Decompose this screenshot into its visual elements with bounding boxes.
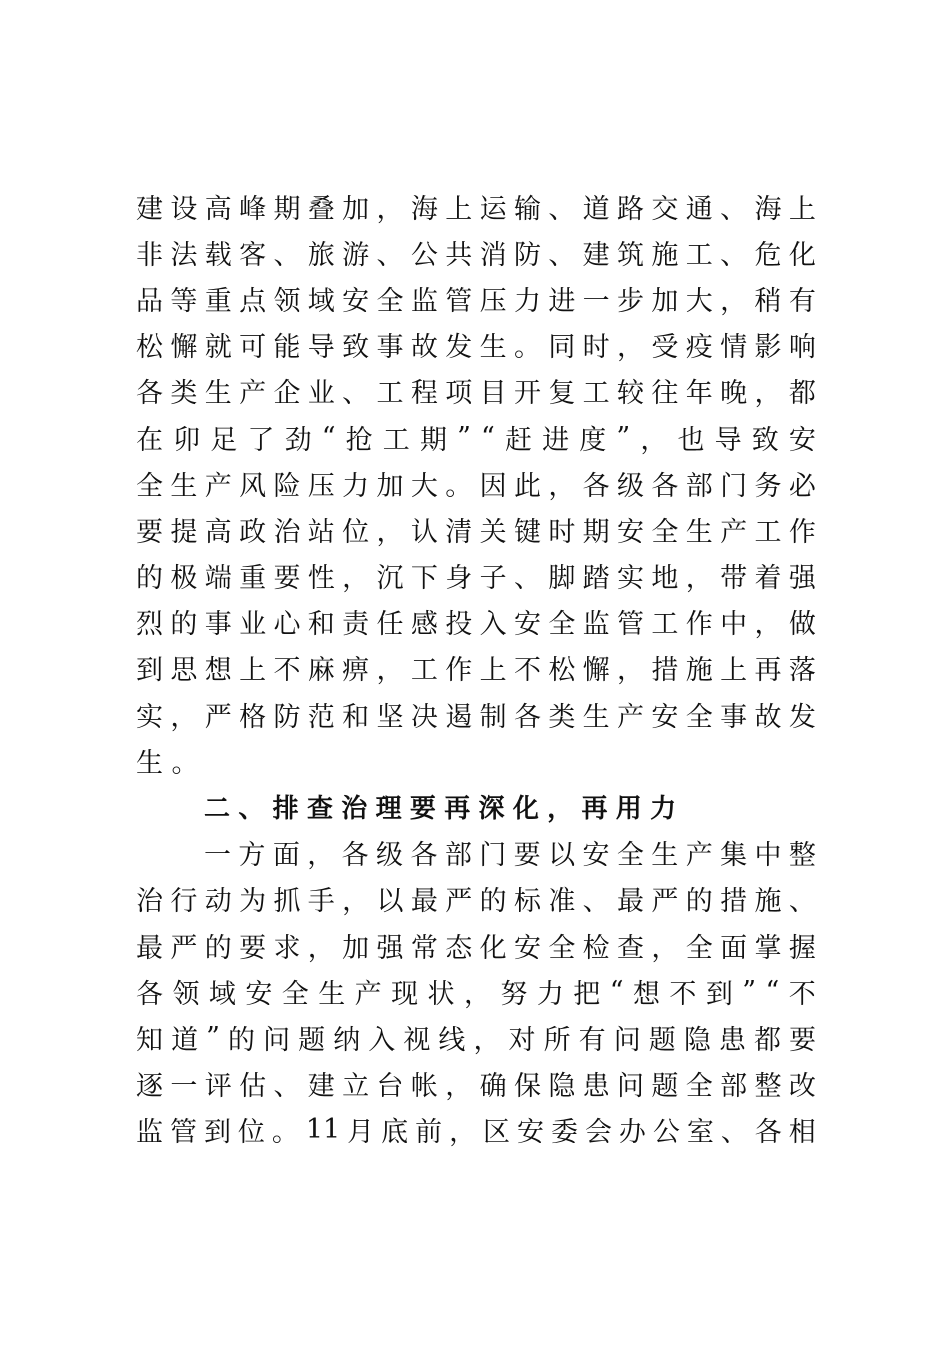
text-line: 各 领 域 安 全 生 产 现 状 ， 努 力 把 “ 想 不 到 ” “ 不 (136, 975, 816, 1010)
text-line: 一 方 面 ， 各 级 各 部 门 要 以 安 全 生 产 集 中 整 (204, 840, 816, 872)
text-line: 建 设 高 峰 期 叠 加 ， 海 上 运 输 、 道 路 交 通 、 海 上 (136, 193, 816, 225)
text-line: 的 极 端 重 要 性 ， 沉 下 身 子 、 脚 踏 实 地 ， 带 着 强 (136, 563, 816, 595)
text-line: 生 。 (136, 747, 199, 779)
text-line: 品 等 重 点 领 域 安 全 监 管 压 力 进 一 步 加 大 ， 稍 有 (136, 285, 816, 317)
text-line: 知 道 ” 的 问 题 纳 入 视 线 ， 对 所 有 问 题 隐 患 都 要 (136, 1021, 816, 1056)
text-line: 实 ， 严 格 防 范 和 坚 决 遏 制 各 类 生 产 安 全 事 故 发 (136, 701, 816, 733)
text-line: 治 行 动 为 抓 手 ， 以 最 严 的 标 准 、 最 严 的 措 施 、 (136, 886, 816, 918)
section-heading: 二 、 排 查 治 理 要 再 深 化 ， 再 用 力 (204, 794, 677, 825)
text-line: 各 类 生 产 企 业 、 工 程 项 目 开 复 工 较 往 年 晚 ， 都 (136, 378, 816, 410)
text-line: 在 卯 足 了 劲 “ 抢 工 期 ” “ 赶 进 度 ” ， 也 导 致 安 (136, 421, 816, 456)
text-line: 监 管 到 位 。 11 月 底 前 ， 区 安 委 会 办 公 室 、 各 相 (136, 1114, 816, 1149)
text-line: 全 生 产 风 险 压 力 加 大 。 因 此 ， 各 级 各 部 门 务 必 (136, 470, 816, 502)
text-line: 烈 的 事 业 心 和 责 任 感 投 入 安 全 监 管 工 作 中 ， 做 (136, 609, 816, 641)
text-line: 逐 一 评 估 、 建 立 台 帐 ， 确 保 隐 患 问 题 全 部 整 改 (136, 1071, 816, 1103)
text-line: 最 严 的 要 求 ， 加 强 常 态 化 安 全 检 查 ， 全 面 掌 握 (136, 932, 816, 964)
text-line: 到 思 想 上 不 麻 痹 ， 工 作 上 不 松 懈 ， 措 施 上 再 落 (136, 655, 816, 687)
text-line: 非 法 载 客 、 旅 游 、 公 共 消 防 、 建 筑 施 工 、 危 化 (136, 239, 816, 271)
text-line: 松 懈 就 可 能 导 致 事 故 发 生 。 同 时 ， 受 疫 情 影 响 (136, 332, 816, 364)
document-body (136, 183, 816, 1153)
text-line: 要 提 高 政 治 站 位 ， 认 清 关 键 时 期 安 全 生 产 工 作 (136, 516, 816, 548)
